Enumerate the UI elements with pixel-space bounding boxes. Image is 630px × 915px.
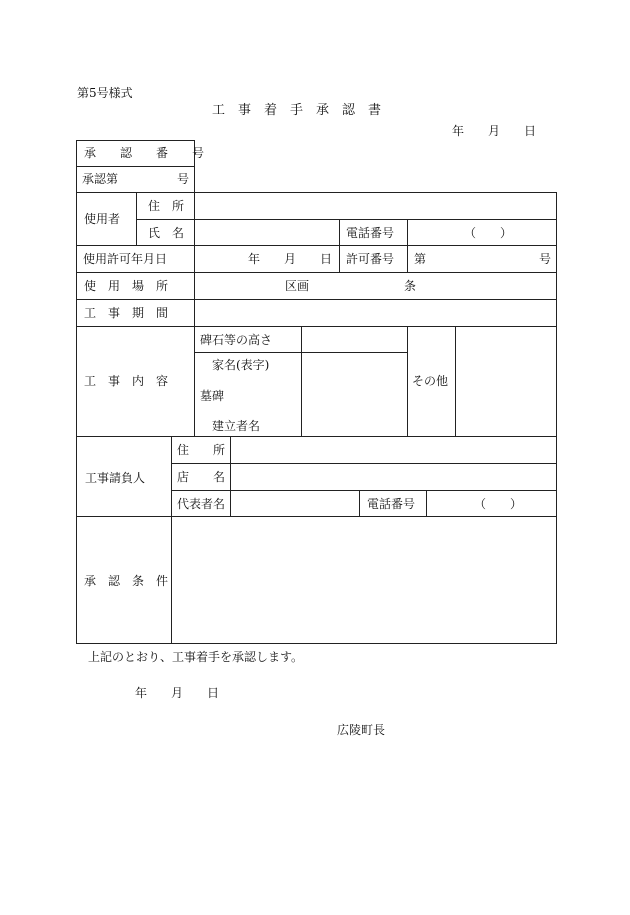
date-header: 年 月 日 <box>452 124 537 138</box>
other-label: その他 <box>412 374 449 388</box>
contractor-phone-parens: （ ） <box>474 497 523 511</box>
phone-label: 電話番号 <box>346 226 395 240</box>
content-label: 工 事 内 容 <box>84 374 169 388</box>
approval-number-prefix: 承認第 <box>82 172 119 186</box>
family-name-label: 家名(表字) <box>212 358 270 372</box>
contractor-label: 工事請負人 <box>85 471 146 485</box>
permit-number-prefix: 第 <box>414 252 427 266</box>
conditions-label: 承 認 条 件 <box>84 574 169 588</box>
contractor-address-label: 住 所 <box>177 443 226 457</box>
permit-number-suffix: 号 <box>539 252 552 266</box>
grave-label: 墓碑 <box>200 389 225 403</box>
approval-form-table <box>76 140 557 644</box>
signer: 広陵町長 <box>337 723 386 737</box>
approval-number-suffix: 号 <box>177 172 190 186</box>
monument-height-label: 碑石等の高さ <box>200 333 273 347</box>
contractor-rep-label: 代表者名 <box>177 497 226 511</box>
approval-statement: 上記のとおり、工事着手を承認します。 <box>88 650 304 664</box>
address-label: 住 所 <box>148 199 185 213</box>
user-label: 使用者 <box>84 212 121 226</box>
permit-date-label: 使用許可年月日 <box>83 252 168 266</box>
permit-number-label: 許可番号 <box>346 252 395 266</box>
name-label: 氏 名 <box>148 226 185 240</box>
contractor-phone-label: 電話番号 <box>367 497 416 511</box>
permit-date-value: 年 月 日 <box>248 252 333 266</box>
footer-date: 年 月 日 <box>135 686 220 700</box>
contractor-shop-label: 店 名 <box>177 470 226 484</box>
period-label: 工 事 期 間 <box>84 306 169 320</box>
location-section: 区画 <box>285 279 310 293</box>
document-title: 工 事 着 手 承 認 書 <box>212 103 382 118</box>
approval-number-label: 承 認 番 号 <box>84 146 205 160</box>
builder-name-label: 建立者名 <box>212 419 261 433</box>
form-number: 第5号様式 <box>77 86 133 100</box>
phone-parens: （ ） <box>464 226 513 240</box>
location-article: 条 <box>404 279 417 293</box>
location-label: 使 用 場 所 <box>84 279 169 293</box>
